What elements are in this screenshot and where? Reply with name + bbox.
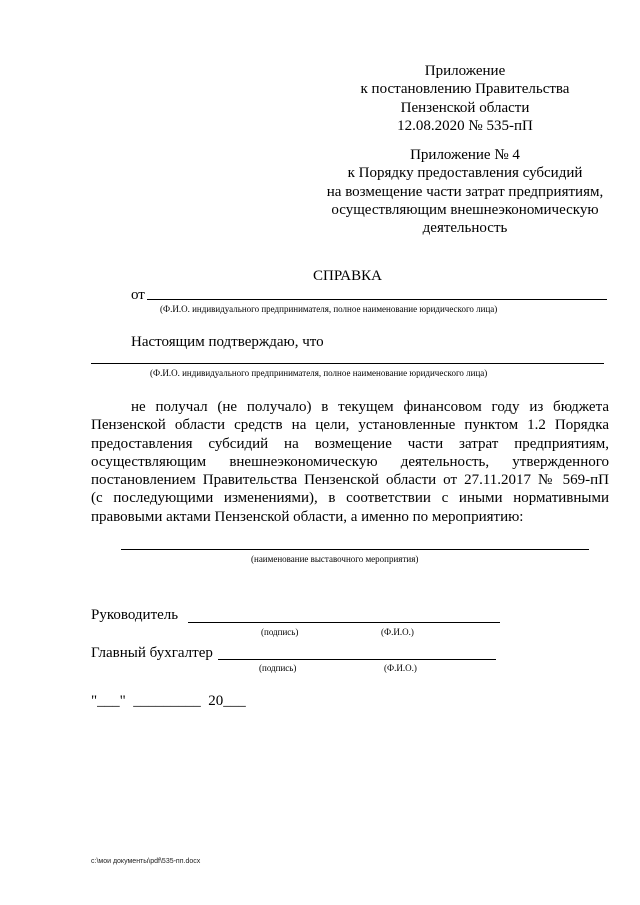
appendix-header <box>300 62 630 135</box>
from-field-line <box>147 299 607 300</box>
body-paragraph <box>91 398 609 526</box>
event-field-line <box>121 549 589 550</box>
appendix4-activity: деятельность <box>422 220 508 237</box>
accountant-label: Главный бухгалтер <box>91 645 213 661</box>
appendix4-title: Приложение № 4 <box>410 147 520 163</box>
appendix4-purpose: на возмещение части затрат предприятиям, <box>326 183 604 200</box>
accountant-sign-caption: (подпись) <box>259 663 297 673</box>
body-line: осуществляющим внешнеэкономическую деятельность, утвержденного <box>91 453 609 470</box>
confirm-text: Настоящим подтверждаю, что <box>131 334 324 350</box>
from-field-caption: (Ф.И.О. индивидуального предпринимателя, полное наименование юридического лица) <box>160 304 498 314</box>
body-line: правовыми актами Пензенской области, а именно по мероприятию: <box>91 508 524 525</box>
confirm-field-caption: (Ф.И.О. индивидуального предпринимателя, полное наименование юридического лица) <box>150 368 488 378</box>
director-name-caption: (Ф.И.О.) <box>381 627 414 637</box>
document-title: СПРАВКА <box>313 268 382 284</box>
appendix-resolution-ref: к постановлению Правительства <box>360 81 570 98</box>
appendix-date-number: 12.08.2020 № 535-пП <box>397 117 533 134</box>
body-line: предоставления субсидий на возмещение части затрат предприятиям, <box>91 435 609 452</box>
body-line: постановлением Правительства Пензенской области от 27.11.2017 № 569-пП <box>91 472 609 489</box>
accountant-field-line <box>218 659 496 660</box>
director-field-line <box>188 622 500 623</box>
appendix4-enterprises: осуществляющим внешнеэкономическую <box>331 201 599 218</box>
body-line: (с последующими изменениями), в соответствии с иными нормативными <box>91 490 609 507</box>
date-line: "___" _________ 20___ <box>91 693 246 709</box>
event-field-caption: (наименование выставочного мероприятия) <box>251 554 419 564</box>
file-path-footer: c:\мои документы\pdf\535-пп.docx <box>91 858 201 865</box>
appendix-region: Пензенской области <box>400 99 530 116</box>
from-label: от <box>131 287 145 303</box>
director-sign-caption: (подпись) <box>261 627 299 637</box>
body-line: Пензенской области средств на цели, установленные пунктом 1.2 Порядка <box>91 417 609 434</box>
appendix4-order-ref: к Порядку предоставления субсидий <box>347 165 583 182</box>
appendix4-header <box>300 146 630 237</box>
confirm-field-line <box>91 363 604 364</box>
appendix-title: Приложение <box>424 63 506 79</box>
accountant-name-caption: (Ф.И.О.) <box>384 663 417 673</box>
body-line: не получал (не получало) в текущем финансовом году из бюджета <box>131 399 609 415</box>
director-label: Руководитель <box>91 607 179 623</box>
